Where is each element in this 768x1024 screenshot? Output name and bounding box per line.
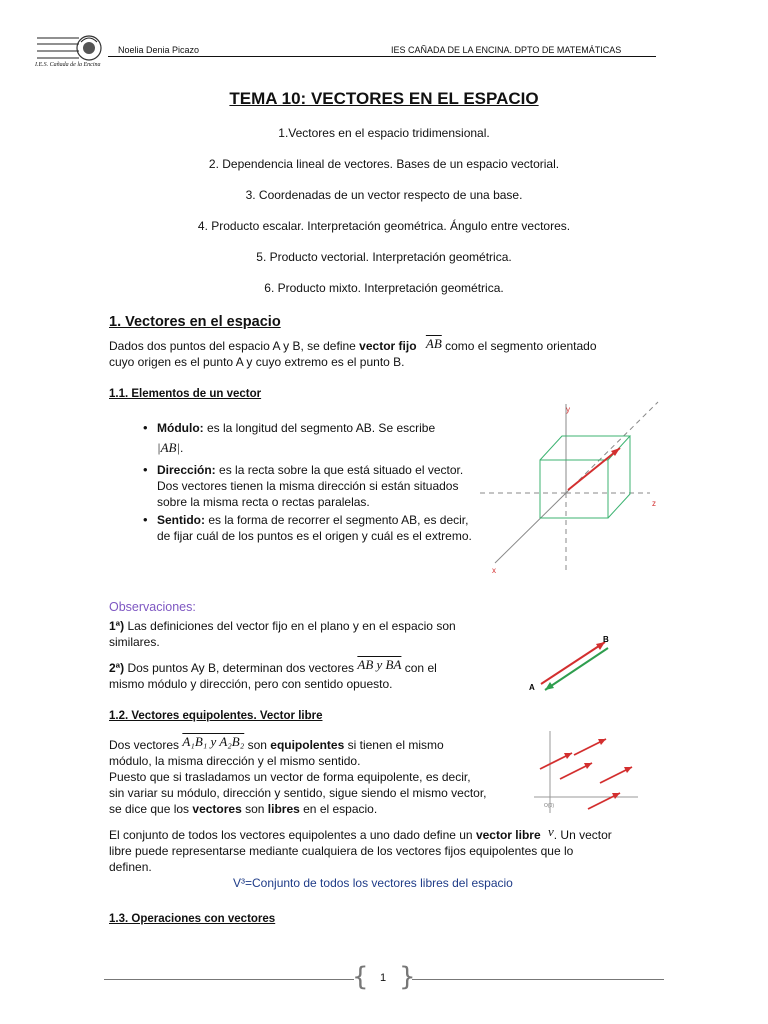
obs1-text: Las definiciones del vector fijo en el plano y en el espacio son similares. [109,619,456,649]
p1-line-5c: son [241,802,268,816]
sentido-text: es la forma de recorrer el segmento AB, es decir, de fijar cuál de los puntos es el origen y cuál es el extremo. [157,513,472,543]
opposite-vectors-diagram [525,632,620,694]
header-rule [108,56,656,57]
section-1-intro [109,338,669,370]
toc-item: 3. Coordenadas de un vector respecto de una base. [245,188,523,202]
observacion-2 [109,657,499,692]
intro-bold: vector fijo [359,339,417,353]
p2-line-2: libre puede representarse mediante cualquiera de los vectores fijos equipolentes que lo [109,844,574,858]
p2-end: . Un vector [553,828,612,842]
list-item-direccion [157,462,479,510]
vector-libre-paragraph [109,824,669,875]
section-1-1-heading: 1.1. Elementos de un vector [109,388,262,400]
vector-3d-diagram [480,398,670,578]
axis-z-label: z [652,499,656,508]
sentido-label: Sentido: [157,513,205,527]
vector-v-formula: v [547,824,554,839]
ab-ba-formula: AB y BA [357,657,402,672]
p1-line-5b1: vectores [192,802,242,816]
observacion-1 [109,618,489,650]
p2-line-3: definen. [109,860,152,874]
point-b-label: B [603,635,609,644]
direccion-text: es la recta sobre la que está situado el vector. Dos vectores tienen la misma dirección si están situados sobre la misma recta o rectas paralelas. [157,463,464,509]
observaciones-heading: Observaciones: [109,600,196,614]
equipolent-vectors-diagram [530,727,640,817]
toc-item: 2. Dependencia lineal de vectores. Bases de un espacio vectorial. [208,157,560,171]
obs1-num: 1ª) [109,619,125,633]
logo-caption: I.E.S. Cañada de la Encina [35,62,101,68]
v3-definition: V³=Conjunto de todos los vectores libres del espacio [233,876,513,890]
point-a-label: A [529,683,535,692]
axis-y-label: y [566,405,570,414]
toc-item: 4. Producto escalar. Interpretación geométrica. Ángulo entre vectores. [197,219,571,233]
direccion-label: Dirección: [157,463,216,477]
list-item-modulo: • Módulo: es la longitud del segmento AB. Se escribe |AB|. [157,420,479,460]
header-logo [35,34,105,76]
vector-ab-text: $\overline{AB}$ [425,336,442,351]
toc-item: 1.Vectores en el espacio tridimensional. [278,126,490,140]
right-brace-icon: } [399,962,416,992]
toc-item: 5. Producto vectorial. Interpretación geométrica. [256,250,512,264]
p2-bold: vector libre [475,828,541,842]
header-author: Noelia Denia Picazo [118,45,200,55]
modulo-label: Módulo: [157,421,204,435]
elements-list [139,420,479,546]
p1-line-4: sin variar su módulo, dirección y sentido, sigue siendo el mismo vector, [109,786,487,800]
equipolent-vectors-figure [530,727,640,817]
obs2-text: Dos puntos Ay B, determinan dos vectores [124,661,358,675]
page-title: TEMA 10: VECTORES EN EL ESPACIO [229,89,539,108]
p1-line-2: módulo, la misma dirección y el mismo sentido. [109,754,361,768]
equipolentes-paragraph [109,734,529,817]
p1-bold: equipolentes [270,738,345,752]
intro-text-2: como el segmento orientado [441,339,597,353]
list-item-sentido [157,512,479,544]
vector-3d-figure [480,398,670,578]
footer-rule-right [412,979,664,980]
p1-start: Dos vectores [109,738,183,752]
footer-rule-left [104,979,354,980]
section-1-heading: 1. Vectores en el espacio [109,314,281,330]
header-institution: IES CAÑADA DE LA ENCINA. DPTO DE MATEMÁTICAS [391,45,622,55]
obs2-line-2: mismo módulo y dirección, pero con sentido opuesto. [109,677,393,691]
p1-line-5d: en el espacio. [299,802,378,816]
page-number: 1 [380,972,387,984]
modulo-text: es la longitud del segmento AB. Se escribe [203,421,436,435]
p1-end: si tienen el mismo [344,738,444,752]
opposite-vectors-figure [525,632,620,694]
p1-line-3: Puesto que si trasladamos un vector de forma equipolente, es decir, [109,770,471,784]
intro-line-2: cuyo origen es el punto A y cuyo extremo es el punto B. [109,355,405,369]
origin-label: O(0) [544,803,554,809]
section-1-3-heading: 1.3. Operaciones con vectores [109,913,276,925]
toc-item: 6. Producto mixto. Interpretación geométrica. [264,281,504,295]
intro-text: Dados dos puntos del espacio A y B, se define [109,339,360,353]
left-brace-icon: { [352,962,369,992]
p1-mid: son [244,738,271,752]
axis-x-label: x [492,566,496,575]
vector-ab-formula [426,336,442,351]
obs2-text-2: con el [401,661,437,675]
p1-line-5a: se dice que los [109,802,193,816]
school-logo-icon [35,34,105,76]
section-1-2-heading: 1.2. Vectores equipolentes. Vector libre [109,710,323,722]
p1-line-5b2: libres [267,802,300,816]
equipolent-formula: A₁B₁ y A₂B₂ [182,734,245,749]
p2-start: El conjunto de todos los vectores equipolentes a uno dado define un [109,828,476,842]
obs2-num: 2ª) [109,661,125,675]
modulo-formula: |AB| [157,440,181,455]
